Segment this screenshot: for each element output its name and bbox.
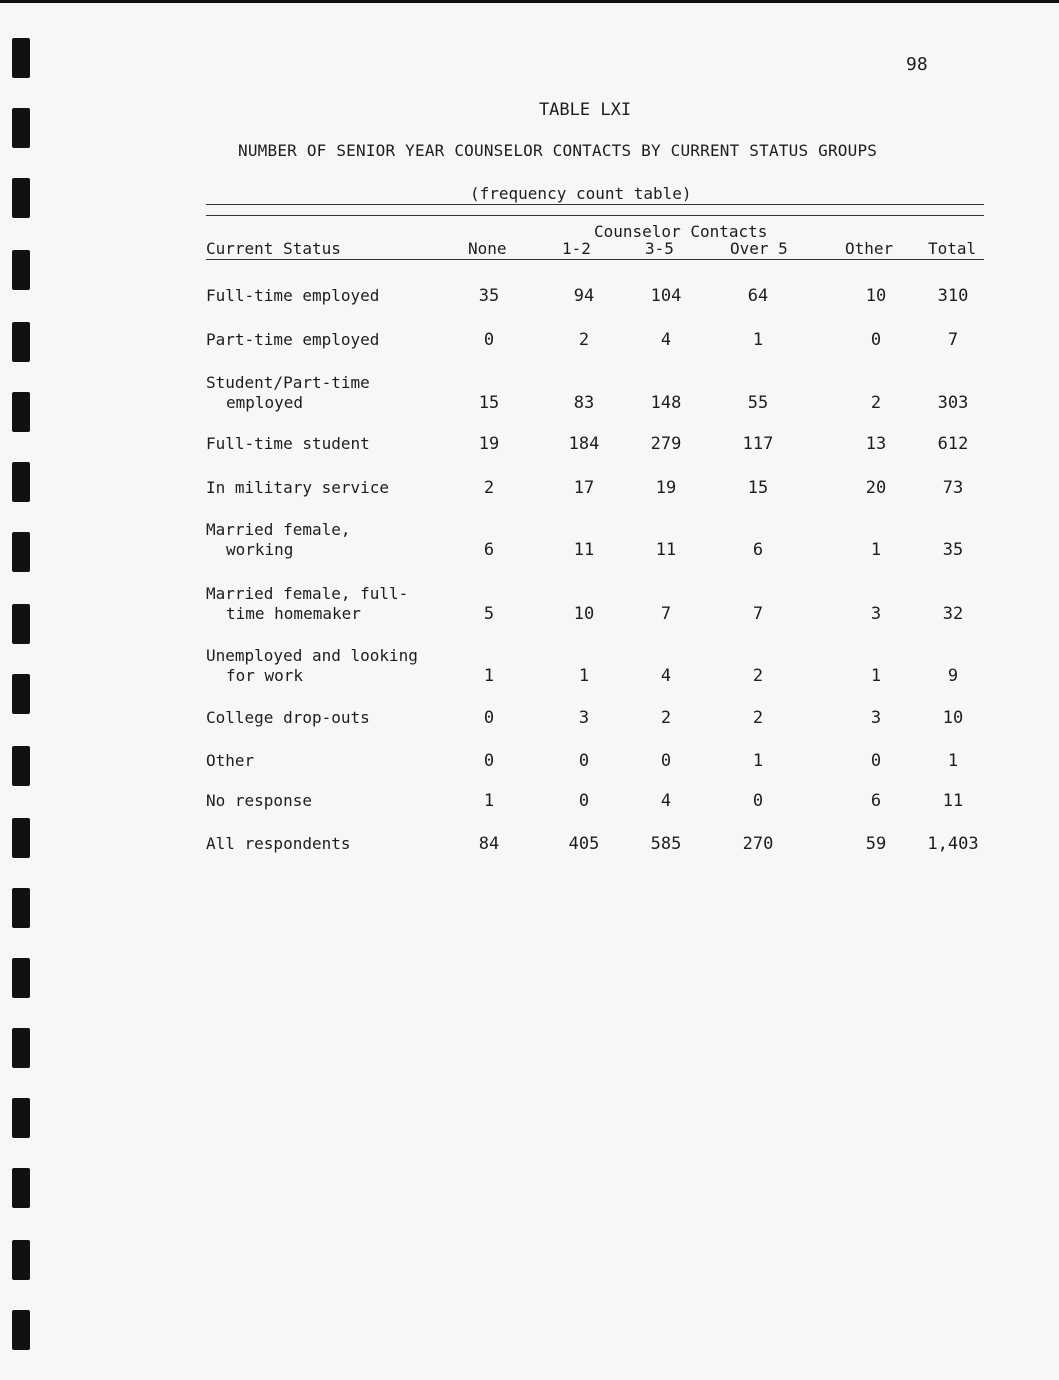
row-label xyxy=(206,286,379,306)
col-header-other: Other xyxy=(845,239,894,258)
table-cell: 5 xyxy=(483,604,495,624)
table-cell: 1 xyxy=(947,751,959,771)
row-label xyxy=(206,520,351,560)
table-cell: 1 xyxy=(578,666,590,686)
table-cell: 310 xyxy=(937,286,969,306)
row-label-line: Student/Part-time xyxy=(206,373,370,392)
table-cell: 83 xyxy=(573,393,595,413)
table-cell: 3 xyxy=(870,604,882,624)
table-cell: 2 xyxy=(870,393,882,413)
row-label xyxy=(206,434,370,454)
page-number: 98 xyxy=(906,54,928,75)
binder-hole xyxy=(12,178,30,218)
row-label-line: for work xyxy=(226,666,304,685)
binder-hole xyxy=(12,888,30,928)
binder-hole xyxy=(12,1098,30,1138)
table-cell: 11 xyxy=(573,540,595,560)
binder-hole xyxy=(12,1168,30,1208)
binder-hole xyxy=(12,1310,30,1350)
table-cell: 117 xyxy=(742,434,774,454)
row-label-line: Part-time employed xyxy=(206,330,380,349)
row-label-line: College drop-outs xyxy=(206,708,370,727)
row-label-line: Other xyxy=(206,751,255,770)
table-cell: 7 xyxy=(947,330,959,350)
row-label-line: Full-time student xyxy=(206,434,370,453)
table-cell: 64 xyxy=(747,286,769,306)
table-id: TABLE LXI xyxy=(538,100,632,120)
table-cell: 2 xyxy=(578,330,590,350)
table-cell: 10 xyxy=(865,286,887,306)
table-cell: 10 xyxy=(942,708,964,728)
col-header-3-5: 3-5 xyxy=(645,239,674,258)
col-header-total: Total xyxy=(928,239,977,258)
table-cell: 6 xyxy=(870,791,882,811)
binder-hole xyxy=(12,38,30,78)
table-cell: 59 xyxy=(865,834,887,854)
table-cell: 405 xyxy=(568,834,600,854)
table-cell: 0 xyxy=(483,751,495,771)
col-header-current-status: Current Status xyxy=(206,239,341,258)
table-cell: 35 xyxy=(942,540,964,560)
row-label-line: time homemaker xyxy=(226,604,361,623)
binder-hole xyxy=(12,462,30,502)
rule-top-1 xyxy=(206,204,984,205)
row-label xyxy=(206,791,312,811)
row-label xyxy=(206,751,254,771)
table-cell: 11 xyxy=(655,540,677,560)
row-label xyxy=(206,373,370,413)
table-cell: 148 xyxy=(650,393,682,413)
row-label xyxy=(206,478,389,498)
binder-hole xyxy=(12,1028,30,1068)
table-cell: 0 xyxy=(660,751,672,771)
table-cell: 4 xyxy=(660,791,672,811)
table-cell: 6 xyxy=(752,540,764,560)
row-label-line: No response xyxy=(206,791,312,810)
top-border xyxy=(0,0,1059,3)
table-cell: 20 xyxy=(865,478,887,498)
table-cell: 0 xyxy=(578,751,590,771)
table-cell: 0 xyxy=(870,330,882,350)
table-cell: 0 xyxy=(483,708,495,728)
table-cell: 2 xyxy=(483,478,495,498)
table-title: NUMBER OF SENIOR YEAR COUNSELOR CONTACTS BY CURRENT STATUS GROUPS xyxy=(238,141,878,160)
row-label-line: Full-time employed xyxy=(206,286,380,305)
table-cell: 35 xyxy=(478,286,500,306)
table-cell: 585 xyxy=(650,834,682,854)
table-cell: 0 xyxy=(483,330,495,350)
table-cell: 84 xyxy=(478,834,500,854)
table-cell: 104 xyxy=(650,286,682,306)
table-cell: 10 xyxy=(573,604,595,624)
table-cell: 11 xyxy=(942,791,964,811)
binder-hole xyxy=(12,958,30,998)
table-subtitle: (frequency count table) xyxy=(470,184,692,203)
binder-hole xyxy=(12,532,30,572)
binder-hole xyxy=(12,674,30,714)
table-cell: 184 xyxy=(568,434,600,454)
table-cell: 1 xyxy=(870,540,882,560)
row-label-line: working xyxy=(226,540,294,559)
table-cell: 0 xyxy=(870,751,882,771)
table-cell: 7 xyxy=(660,604,672,624)
table-cell: 13 xyxy=(865,434,887,454)
row-label xyxy=(206,708,370,728)
row-label-line: All respondents xyxy=(206,834,351,853)
row-label xyxy=(206,646,418,686)
table-cell: 9 xyxy=(947,666,959,686)
table-cell: 15 xyxy=(747,478,769,498)
table-cell: 3 xyxy=(870,708,882,728)
col-header-over-5: Over 5 xyxy=(730,239,788,258)
table-cell: 270 xyxy=(742,834,774,854)
table-cell: 1 xyxy=(870,666,882,686)
row-label xyxy=(206,834,351,854)
table-cell: 7 xyxy=(752,604,764,624)
table-cell: 1 xyxy=(752,330,764,350)
table-cell: 19 xyxy=(655,478,677,498)
binder-hole xyxy=(12,818,30,858)
table-cell: 2 xyxy=(752,708,764,728)
table-cell: 612 xyxy=(937,434,969,454)
table-cell: 2 xyxy=(752,666,764,686)
col-header-none: None xyxy=(468,239,507,258)
row-label-line: employed xyxy=(226,393,304,412)
col-header-1-2: 1-2 xyxy=(562,239,591,258)
binder-hole xyxy=(12,1240,30,1280)
rule-header-bottom xyxy=(206,259,984,260)
table-cell: 4 xyxy=(660,330,672,350)
table-cell: 73 xyxy=(942,478,964,498)
group-header: Counselor Contacts xyxy=(594,222,768,241)
table-cell: 32 xyxy=(942,604,964,624)
table-cell: 1 xyxy=(483,666,495,686)
row-label xyxy=(206,584,408,624)
binder-hole xyxy=(12,322,30,362)
table-cell: 2 xyxy=(660,708,672,728)
table-cell: 279 xyxy=(650,434,682,454)
table-cell: 4 xyxy=(660,666,672,686)
row-label-line: Married female, xyxy=(206,520,351,539)
binder-hole xyxy=(12,604,30,644)
row-label-line: Unemployed and looking xyxy=(206,646,418,665)
row-label-line: In military service xyxy=(206,478,390,497)
table-cell: 6 xyxy=(483,540,495,560)
binder-hole xyxy=(12,250,30,290)
row-label-line: Married female, full- xyxy=(206,584,409,603)
table-cell: 19 xyxy=(478,434,500,454)
binder-hole xyxy=(12,392,30,432)
table-cell: 303 xyxy=(937,393,969,413)
table-cell: 3 xyxy=(578,708,590,728)
table-cell: 15 xyxy=(478,393,500,413)
table-cell: 55 xyxy=(747,393,769,413)
table-cell: 1 xyxy=(483,791,495,811)
table-cell: 0 xyxy=(752,791,764,811)
table-cell: 0 xyxy=(578,791,590,811)
table-cell: 17 xyxy=(573,478,595,498)
binder-hole xyxy=(12,746,30,786)
table-cell: 94 xyxy=(573,286,595,306)
table-cell: 1,403 xyxy=(927,834,979,854)
row-label xyxy=(206,330,379,350)
rule-top-2 xyxy=(206,215,984,216)
table-cell: 1 xyxy=(752,751,764,771)
